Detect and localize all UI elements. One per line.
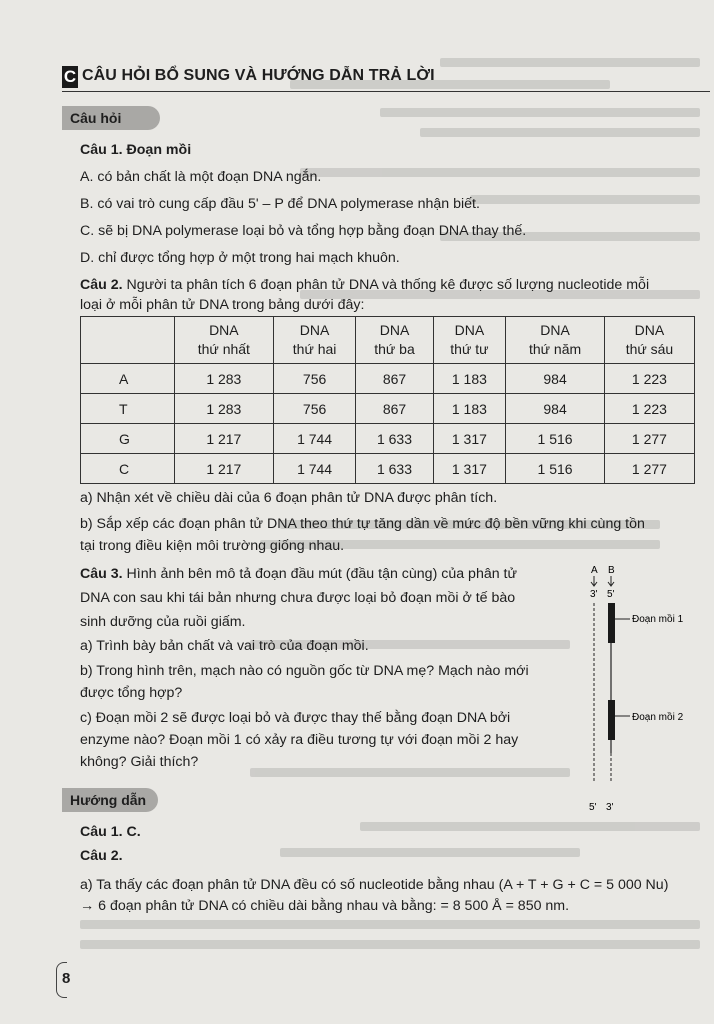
strand-b-label: B [608,565,615,576]
dna-nucleotide-table [80,316,695,484]
row-label: G [81,424,175,454]
table-cell: 1 217 [175,454,274,484]
table-cell: 1 183 [433,394,506,424]
table-header-dna-4: DNA thứ tư [433,317,506,364]
section-letter-badge: C [63,67,77,86]
table-header-row [81,317,695,364]
answer-1: Câu 1. C. [80,824,141,840]
table-header-dna-1: DNA thứ nhất [175,317,274,364]
table-cell: 1 633 [356,454,433,484]
answer-2-label: Câu 2. [80,848,123,864]
answer-2a-line1: a) Ta thấy các đoạn phân tử DNA đều có số nucleotide bằng nhau (A + T + G + C = 5 000 Nu) [80,877,669,893]
bottom-right-end-label: 3' [606,802,614,813]
table-row [81,394,695,424]
primer-2-block [608,700,615,740]
q3-part-c-line1: c) Đoạn mồi 2 sẽ được loại bỏ và được thay thế bằng đoạn DNA bởi [80,710,511,726]
table-cell: 1 283 [175,394,274,424]
table-cell: 756 [273,364,356,394]
table-cell: 1 223 [604,364,694,394]
row-label: C [81,454,175,484]
question-3-intro-line2: DNA con sau khi tái bản nhưng chưa được loại bỏ đoạn mồi ở tế bào [80,590,516,606]
q1-option-a: A. có bản chất là một đoạn DNA ngắn. [80,169,322,185]
q1-option-b: B. có vai trò cung cấp đầu 5' – P để DNA polymerase nhận biết. [80,196,480,212]
question-1-title: Câu 1. Đoạn mồi [80,142,192,158]
table-header-dna-2: DNA thứ hai [273,317,356,364]
table-cell: 1 744 [273,424,356,454]
row-label: T [81,394,175,424]
table-cell: 867 [356,394,433,424]
table-cell: 1 516 [506,424,605,454]
cau-hoi-label: Câu hỏi [62,106,160,130]
table-cell: 1 317 [433,454,506,484]
question-2-intro-line2: loại ở mỗi phân tử DNA trong bảng dưới đây: [80,297,365,313]
table-cell: 1 277 [604,424,694,454]
table-cell: 756 [273,394,356,424]
table-cell: 984 [506,364,605,394]
q2-part-b-line1: b) Sắp xếp các đoạn phân tử DNA theo thứ tự tăng dần về mức độ bền vững khi cùng tồn [80,516,645,532]
q1-option-d: D. chỉ được tổng hợp ở một trong hai mạch khuôn. [80,250,400,266]
question-3-label: Câu 3. [80,566,123,582]
row-label: A [81,364,175,394]
top-left-end-label: 3' [590,589,598,600]
question-2-label: Câu 2. [80,277,123,293]
primer-2-label: Đoạn mồi 2 [632,712,684,723]
answer-2a-line2: → 6 đoạn phân tử DNA có chiều dài bằng nhau và bằng: = 8 500 Å = 850 nm. [80,898,570,914]
table-header-dna-6: DNA thứ sáu [604,317,694,364]
page-number: 8 [62,970,71,987]
table-cell: 1 217 [175,424,274,454]
primer-1-label: Đoạn mồi 1 [632,614,684,625]
section-header [62,66,710,88]
q3-part-c-line3: không? Giải thích? [80,754,199,770]
huong-dan-label: Hướng dẫn [62,788,158,812]
table-cell: 984 [506,394,605,424]
table-cell: 1 283 [175,364,274,394]
question-3-intro [80,564,580,584]
table-header-dna-3: DNA thứ ba [356,317,433,364]
strand-a-label: A [591,565,598,576]
top-right-end-label: 5' [607,589,615,600]
telomere-primer-figure [585,563,710,823]
table-cell: 1 317 [433,424,506,454]
table-cell: 1 223 [604,394,694,424]
q3-part-b-line1: b) Trong hình trên, mạch nào có nguồn gốc từ DNA mẹ? Mạch nào mới [80,663,529,679]
table-cell: 867 [356,364,433,394]
question-2-intro-line1: Người ta phân tích 6 đoạn phân tử DNA và thống kê được số lượng nucleotide mỗi [126,277,650,293]
q3-part-a: a) Trình bày bản chất và vai trò của đoạn mồi. [80,638,369,654]
q3-part-c-line2: enzyme nào? Đoạn mồi 1 có xảy ra điều tương tự với đoạn mồi 2 hay [80,732,519,748]
question-3-intro-line3: sinh dưỡng của ruồi giấm. [80,614,246,630]
table-corner-cell [81,317,175,364]
question-3-intro-line1: Hình ảnh bên mô tả đoạn đầu mút (đầu tận cùng) của phân tử [126,566,517,582]
section-title: CÂU HỎI BỔ SUNG VÀ HƯỚNG DẪN TRẢ LỜI [82,67,435,84]
q1-option-c: C. sẽ bị DNA polymerase loại bỏ và tổng hợp bằng đoạn DNA thay thế. [80,223,527,239]
q3-part-b-line2: được tổng hợp? [80,685,183,701]
q2-part-a: a) Nhận xét về chiều dài của 6 đoạn phân tử DNA được phân tích. [80,490,498,506]
table-row [81,454,695,484]
table-cell: 1 277 [604,454,694,484]
table-cell: 1 183 [433,364,506,394]
section-divider [62,91,710,92]
q2-part-b-line2: tại trong điều kiện môi trường giống nhau. [80,538,345,554]
table-cell: 1 744 [273,454,356,484]
question-2-intro [80,275,700,295]
table-row [81,424,695,454]
table-cell: 1 516 [506,454,605,484]
bottom-left-end-label: 5' [589,802,597,813]
primer-1-block [608,603,615,643]
table-cell: 1 633 [356,424,433,454]
table-row [81,364,695,394]
table-header-dna-5: DNA thứ năm [506,317,605,364]
